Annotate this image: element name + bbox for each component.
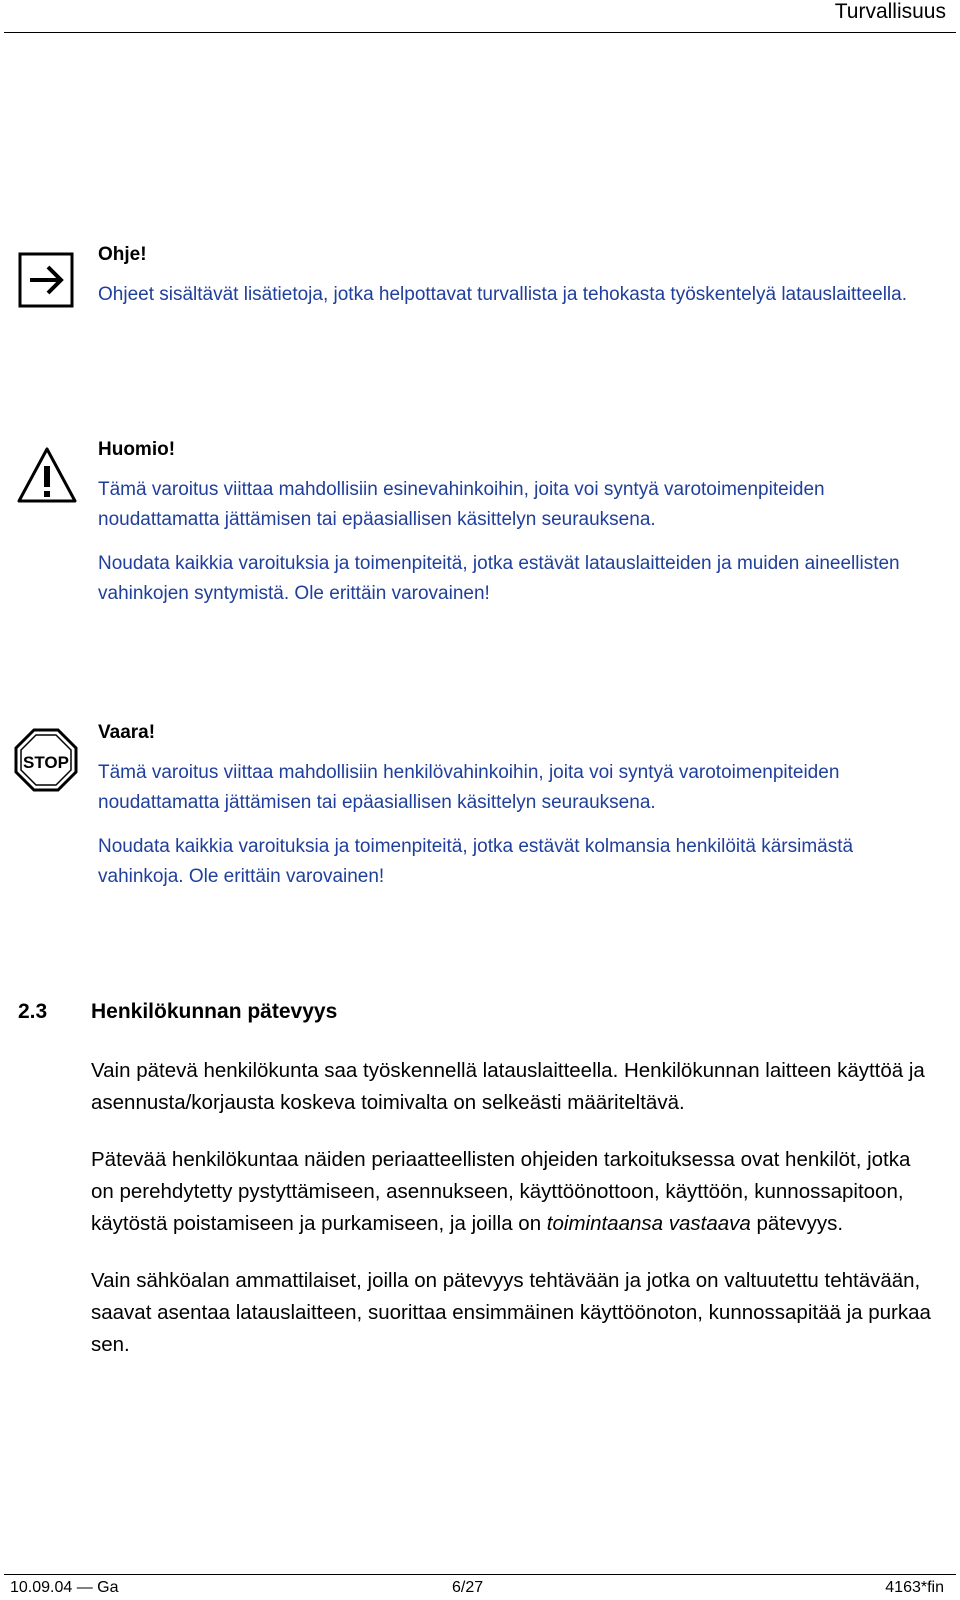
footer-dash: —: [72, 1579, 98, 1596]
section-paragraph: Vain pätevä henkilökunta saa työskennellä latauslaitteella. Henkilökunnan laitteen käyttöä ja asennusta/korjausta koskeva toimivalta on selkeästi määriteltävä.: [91, 1059, 925, 1114]
section-paragraph-text: pätevyys.: [750, 1212, 844, 1235]
footer-page-number: 6/27: [452, 1579, 484, 1596]
note-heading: Vaara!: [98, 722, 156, 743]
note-paragraph: Ohjeet sisältävät lisätietoja, jotka helpottavat turvallista ja tehokasta työskentelyä latauslaitteella.: [98, 284, 908, 305]
section-number: 2.3: [18, 1000, 48, 1023]
footer-author: Ga: [97, 1579, 119, 1596]
section-paragraph-emphasis: toimintaansa vastaava: [546, 1212, 751, 1235]
note-heading: Ohje!: [98, 244, 147, 265]
header-divider: [4, 32, 956, 33]
page-header-title: Turvallisuus: [834, 0, 946, 23]
stop-sign-icon: [14, 728, 78, 797]
note-paragraph: Noudata kaikkia varoituksia ja toimenpiteitä, jotka estävät kolmansia henkilöitä kärsimästä vahinkoja. Ole erittäin varovainen!: [98, 836, 854, 887]
footer-doc-code: 4163*fin: [885, 1579, 944, 1596]
section-paragraph: Vain sähköalan ammattilaiset, joilla on pätevyys tehtävään ja jotka on valtuutettu tehtävään, saavat asentaa latauslaitteen, suorittaa ensimmäinen käyttöönoton, kunnossapitää ja purkaa sen.: [91, 1269, 931, 1356]
note-huomio: [98, 439, 928, 609]
section-body: [91, 1055, 931, 1386]
arrow-right-box-icon: [18, 252, 74, 313]
stop-sign-text: STOP: [23, 753, 69, 772]
footer-date: 10.09.04: [10, 1579, 73, 1596]
note-paragraph: Tämä varoitus viittaa mahdollisiin henkilövahinkoihin, joita voi syntyä varotoimenpiteiden noudattamatta jättämisen tai epäasiallisen käsittelyn seurauksena.: [98, 762, 840, 813]
section-heading: [18, 1000, 337, 1024]
note-paragraph: Noudata kaikkia varoituksia ja toimenpiteitä, jotka estävät latauslaitteiden ja muiden aineellisten vahinkojen syntymistä. Ole erittäin varovainen!: [98, 553, 900, 604]
warning-triangle-icon: [16, 446, 78, 509]
section-paragraph: [91, 1144, 931, 1240]
footer-date-author: [10, 1579, 119, 1597]
note-ohje: [98, 244, 928, 310]
note-vaara: [98, 722, 928, 892]
footer-divider: [4, 1574, 956, 1575]
section-paragraph-text: Pätevää henkilökuntaa näiden periaatteellisten ohjeiden tarkoituksessa ovat henkilöt, jotka on perehdytetty pystyttämiseen, asennukseen, käyttöönottoon, käyttöön, kunnossapitoon, käytöstä poistamiseen ja purkamiseen, ja joilla on: [91, 1148, 911, 1235]
section-title: Henkilökunnan pätevyys: [91, 1000, 338, 1023]
note-heading: Huomio!: [98, 439, 176, 460]
note-paragraph: Tämä varoitus viittaa mahdollisiin esinevahinkoihin, joita voi syntyä varotoimenpiteiden noudattamatta jättämisen tai epäasiallisen käsittelyn seurauksena.: [98, 479, 825, 530]
